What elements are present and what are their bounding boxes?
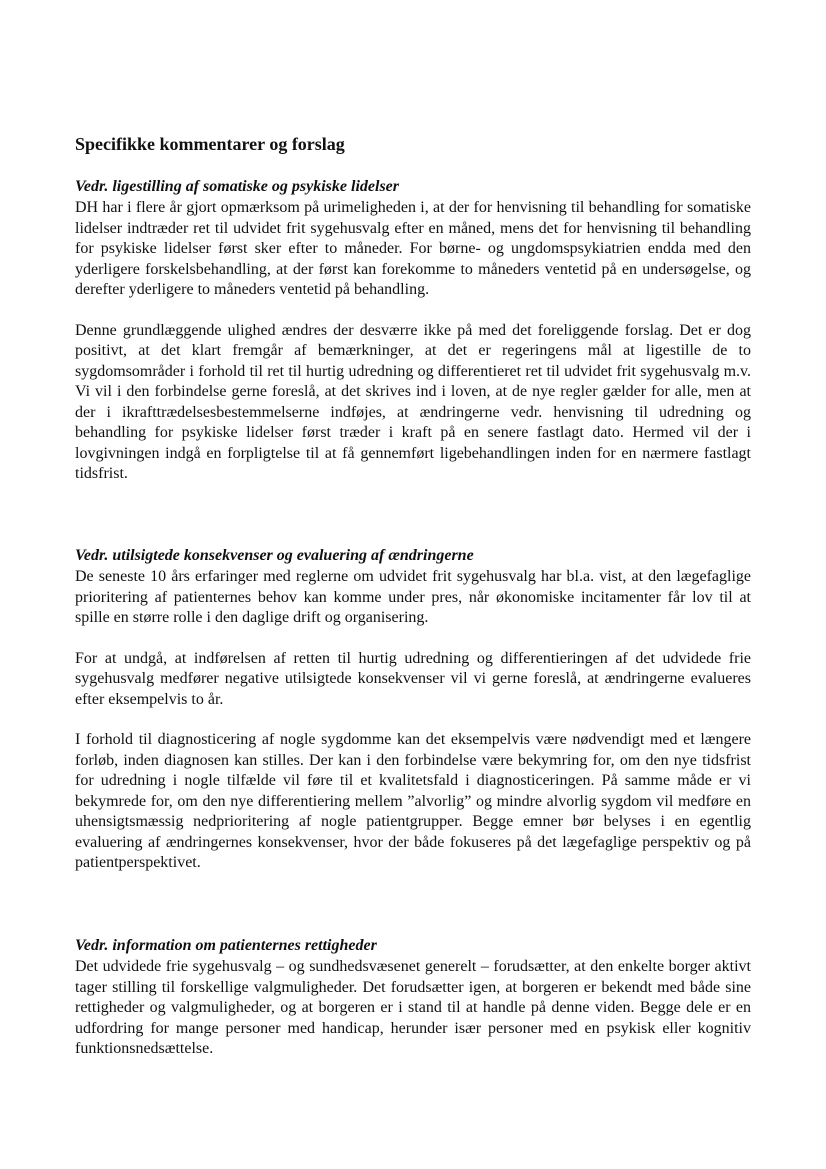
section-heading: Vedr. information om patienternes rettigheder <box>75 937 377 954</box>
paragraph: For at undgå, at indførelsen af retten til hurtig udredning og differentieringen af det udvidede frie sygehusvalg medfører negative utilsigtede konsekvenser vil vi gerne foreslå, at ændringerne evalueres efter eksempelvis to år. <box>75 649 751 708</box>
page-title: Specifikke kommentarer og forslag <box>75 134 345 154</box>
section-heading: Vedr. ligestilling af somatiske og psykiske lidelser <box>75 178 399 195</box>
paragraph: Denne grundlæggende ulighed ændres der desværre ikke på med det foreliggende forslag. Det er dog positivt, at det klart fremgår af bemærkninger, at det er regeringens mål at ligestille de to sygdomsområder i forhold til ret til hurtig udredning og differentieret ret til udvidet frit sygehusvalg m.v. Vi vil i den forbindelse gerne foreslå, at det skrives ind i loven, at de nye regler gælder for alle, men at der i ikrafttrædelsesbestemmelserne indføjes, at ændringerne vedr. henvisning til udredning og behandling for psykiske lidelser først træder i kraft på en senere fastlagt dato. Hermed vil der i lovgivningen indgå en forpligtelse til at få gennemført ligebehandlingen inden for en nærmere fastlagt tidsfrist. <box>75 321 751 482</box>
section-consequences <box>75 545 751 874</box>
section-heading: Vedr. utilsigtede konsekvenser og evaluering af ændringerne <box>75 547 474 564</box>
section-equality <box>75 176 751 485</box>
paragraph: DH har i flere år gjort opmærksom på urimeligheden i, at der for henvisning til behandling for somatiske lidelser indtræder ret til udvidet frit sygehusvalg efter en måned, mens det for henvisning til behandling for psykiske lidelser først sker efter to måneder. For børne- og ungdomspsykiatrien endda med den yderligere forskelsbehandling, at der først kan forekomme to måneders ventetid på en undersøgelse, og derefter yderligere to måneders ventetid på behandling. <box>75 199 751 298</box>
paragraph: Det udvidede frie sygehusvalg – og sundhedsvæsenet generelt – forudsætter, at den enkelte borger aktivt tager stilling til forskellige valgmuligheder. Det forudsætter igen, at borgeren er bekendt med både sine rettigheder og valgmuligheder, og at borgeren er i stand til at handle på denne viden. Begge dele er en udfordring for mange personer med handicap, herunder især personer med en psykisk eller kognitiv funktionsnedsættelse. <box>75 958 751 1057</box>
paragraph: I forhold til diagnosticering af nogle sygdomme kan det eksempelvis være nødvendigt med et længere forløb, inden diagnosen kan stilles. Der kan i den forbindelse være bekymring for, om den nye tidsfrist for udredning i nogle tilfælde vil føre til et kvalitetsfald i diagnosticeringen. På samme måde er vi bekymrede for, om den nye differentiering mellem ”alvorlig” og mindre alvorlig sygdom vil medføre en uhensigtsmæssig nedprioritering af nogle patientgrupper. Begge emner bør belyses i en egentlig evaluering af ændringernes konsekvenser, hvor der både fokuseres på det lægefaglige perspektiv og på patientperspektivet. <box>75 731 751 871</box>
paragraph: De seneste 10 års erfaringer med reglerne om udvidet frit sygehusvalg har bl.a. vist, at den lægefaglige prioritering af patienternes behov kan komme under pres, når økonomiske incitamenter får lov til at spille en større rolle i den daglige drift og organisering. <box>75 568 751 626</box>
section-information <box>75 935 751 1060</box>
